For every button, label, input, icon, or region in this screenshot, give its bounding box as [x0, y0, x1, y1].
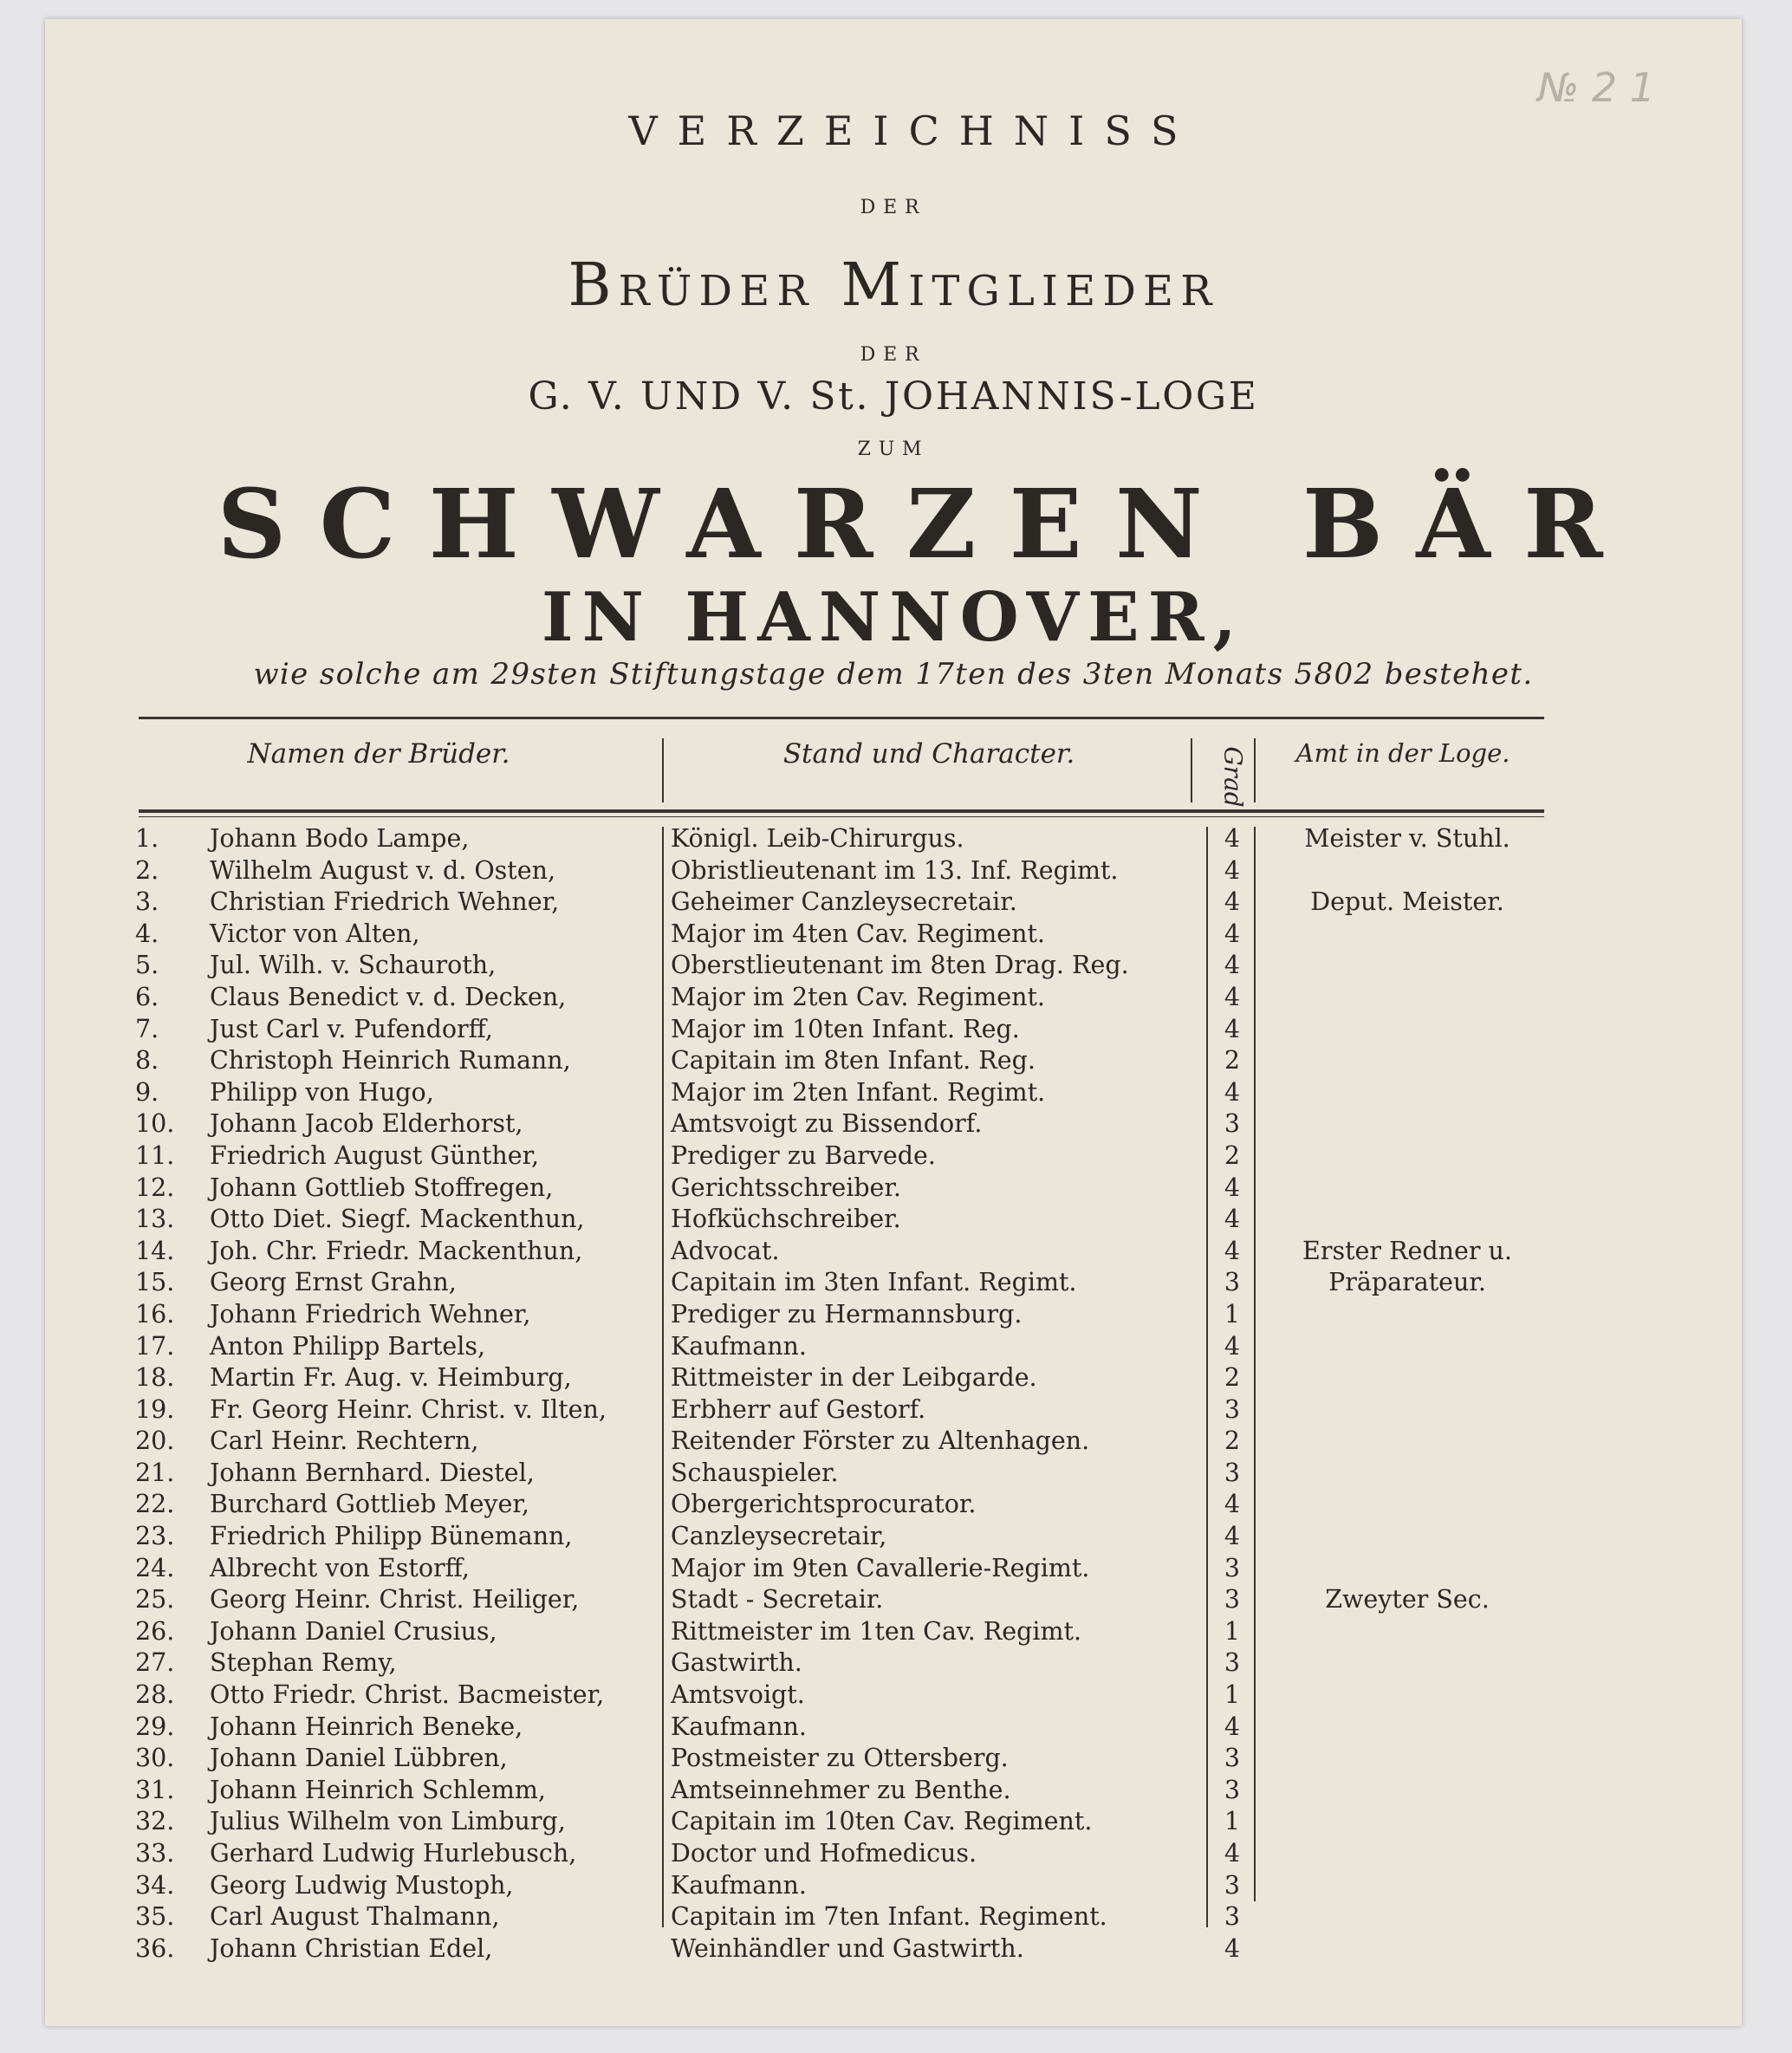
table-row: [45, 1140, 1742, 1173]
row-grad: 3: [1224, 1109, 1241, 1139]
column-header-stand: Stand und Character.: [782, 738, 1075, 770]
row-name: Claus Benedict v. d. Decken,: [210, 982, 567, 1011]
row-grad: 4: [1224, 1490, 1241, 1519]
row-name: Johann Friedrich Wehner,: [210, 1299, 531, 1329]
row-amt: Deput. Meister.: [1310, 887, 1504, 917]
pencil-note: № 2 1: [1537, 64, 1655, 111]
row-name: Albrecht von Estorff,: [210, 1553, 470, 1582]
table-row: [45, 1521, 1742, 1553]
row-grad: 2: [1224, 1363, 1241, 1393]
table-row: [45, 1616, 1742, 1648]
row-name: Carl Heinr. Rechtern,: [210, 1426, 479, 1456]
row-number: 31.: [135, 1775, 175, 1804]
row-stand: Doctor und Hofmedicus.: [671, 1839, 977, 1868]
row-stand: Prediger zu Hermannsburg.: [671, 1299, 1023, 1329]
row-grad: 4: [1224, 919, 1241, 948]
row-number: 18.: [135, 1363, 175, 1393]
table-row: [45, 1870, 1742, 1902]
row-number: 25.: [135, 1585, 175, 1614]
row-number: 3.: [135, 887, 159, 917]
row-amt: Zweyter Sec.: [1325, 1585, 1490, 1614]
table-row: [45, 1299, 1742, 1331]
heading-zum: ZUM: [857, 439, 930, 460]
row-grad: 4: [1224, 1236, 1241, 1265]
row-stand: Capitain im 8ten Infant. Reg.: [671, 1046, 1036, 1075]
row-name: Fr. Georg Heinr. Christ. v. Ilten,: [210, 1394, 607, 1424]
row-name: Philipp von Hugo,: [210, 1077, 434, 1107]
row-name: Victor von Alten,: [210, 919, 420, 948]
row-stand: Major im 2ten Cav. Regiment.: [671, 982, 1045, 1011]
row-name: Carl August Thalmann,: [210, 1902, 500, 1932]
row-grad: 3: [1224, 1268, 1241, 1297]
heading-subtitle: wie solche am 29sten Stiftungstage dem 17ten des 3ten Monats 5802 bestehet.: [253, 657, 1534, 692]
table-row: [45, 1647, 1742, 1679]
row-stand: Erbherr auf Gestorf.: [671, 1394, 926, 1424]
row-number: 16.: [135, 1299, 175, 1329]
row-stand: Oberstlieutenant im 8ten Drag. Reg.: [671, 951, 1129, 980]
row-number: 22.: [135, 1490, 175, 1519]
row-grad: 4: [1224, 1331, 1241, 1361]
row-grad: 4: [1224, 1014, 1241, 1043]
table-row: [45, 1458, 1742, 1490]
table-row: [45, 823, 1742, 855]
row-number: 10.: [135, 1109, 175, 1139]
row-name: Johann Christian Edel,: [210, 1933, 493, 1963]
row-stand: Obristlieutenant im 13. Inf. Regimt.: [671, 855, 1119, 885]
row-stand: Capitain im 3ten Infant. Regimt.: [671, 1268, 1077, 1297]
row-grad: 3: [1224, 1585, 1241, 1614]
row-grad: 4: [1224, 887, 1241, 917]
table-row: [45, 1426, 1742, 1458]
row-stand: Gastwirth.: [671, 1648, 802, 1678]
row-stand: Advocat.: [671, 1236, 780, 1265]
row-stand: Königl. Leib-Chirurgus.: [671, 824, 964, 853]
row-number: 5.: [135, 951, 159, 980]
table-row: [45, 1077, 1742, 1109]
table-row: [45, 1584, 1742, 1616]
row-stand: Major im 4ten Cav. Regiment.: [671, 919, 1045, 948]
row-stand: Rittmeister in der Leibgarde.: [671, 1363, 1037, 1393]
header-divider-2: [1191, 738, 1192, 802]
row-name: Johann Jacob Elderhorst,: [210, 1109, 523, 1139]
row-number: 24.: [135, 1553, 175, 1582]
table-row: [45, 1553, 1742, 1585]
row-number: 29.: [135, 1712, 175, 1741]
row-number: 2.: [135, 855, 159, 885]
row-number: 11.: [135, 1140, 175, 1170]
row-name: Christian Friedrich Wehner,: [210, 887, 560, 917]
row-grad: 4: [1224, 1712, 1241, 1741]
row-number: 27.: [135, 1648, 175, 1678]
row-number: 9.: [135, 1077, 159, 1107]
row-grad: 4: [1224, 1839, 1241, 1868]
row-name: Jul. Wilh. v. Schauroth,: [210, 951, 497, 980]
row-name: Johann Gottlieb Stoffregen,: [210, 1173, 554, 1202]
table-row: [45, 1394, 1742, 1426]
member-list: [45, 823, 1742, 1965]
row-number: 26.: [135, 1616, 175, 1646]
row-name: Christoph Heinrich Rumann,: [210, 1046, 571, 1075]
row-name: Georg Ludwig Mustoph,: [210, 1870, 514, 1900]
row-stand: Major im 2ten Infant. Regimt.: [671, 1077, 1046, 1107]
row-stand: Kaufmann.: [671, 1712, 807, 1741]
row-grad: 3: [1224, 1458, 1241, 1487]
row-grad: 3: [1224, 1870, 1241, 1900]
table-row: [45, 1045, 1742, 1077]
table-row: [45, 1679, 1742, 1712]
row-number: 1.: [135, 824, 159, 853]
row-name: Georg Ernst Grahn,: [210, 1268, 457, 1297]
heading-verzeichniss: VERZEICHNISS: [628, 107, 1198, 154]
table-row: [45, 1489, 1742, 1521]
row-name: Anton Philipp Bartels,: [210, 1331, 486, 1361]
row-stand: Postmeister zu Ottersberg.: [671, 1744, 1009, 1773]
row-name: Burchard Gottlieb Meyer,: [210, 1490, 529, 1519]
table-row: [45, 1901, 1742, 1933]
heading-brueder-mitglieder: Brüder Mitglieder: [568, 251, 1219, 320]
row-stand: Gerichtsschreiber.: [671, 1173, 901, 1202]
row-stand: Capitain im 7ten Infant. Regiment.: [671, 1902, 1107, 1932]
table-header-bottom-rule-thin: [139, 816, 1544, 817]
row-stand: Hofküchschreiber.: [671, 1205, 901, 1234]
row-number: 13.: [135, 1205, 175, 1234]
table-row: [45, 1743, 1742, 1775]
row-number: 36.: [135, 1933, 175, 1963]
row-grad: 1: [1224, 1680, 1241, 1710]
row-stand: Prediger zu Barvede.: [671, 1140, 936, 1170]
table-row: [45, 887, 1742, 919]
table-row: [45, 1014, 1742, 1046]
table-row: [45, 1204, 1742, 1236]
row-name: Johann Heinrich Schlemm,: [210, 1775, 546, 1804]
row-grad: 2: [1224, 1046, 1241, 1075]
row-name: Johann Bodo Lampe,: [210, 824, 470, 853]
row-number: 19.: [135, 1394, 175, 1424]
row-number: 21.: [135, 1458, 175, 1487]
table-row: [45, 1712, 1742, 1744]
table-row: [45, 1108, 1742, 1140]
row-grad: 3: [1224, 1648, 1241, 1678]
row-stand: Major im 10ten Infant. Reg.: [671, 1014, 1020, 1043]
row-number: 8.: [135, 1046, 159, 1075]
table-row: [45, 982, 1742, 1014]
row-stand: Capitain im 10ten Cav. Regiment.: [671, 1807, 1093, 1836]
heading-der-2: DER: [860, 344, 927, 366]
row-number: 20.: [135, 1426, 175, 1456]
row-grad: 4: [1224, 1077, 1241, 1107]
row-grad: 4: [1224, 982, 1241, 1011]
row-stand: Reitender Förster zu Altenhagen.: [671, 1426, 1090, 1456]
row-amt: Erster Redner u.: [1302, 1236, 1512, 1265]
column-header-amt: Amt in der Loge.: [1295, 738, 1510, 768]
row-name: Just Carl v. Pufendorff,: [210, 1014, 493, 1043]
heading-loge-line: G. V. UND V. St. JOHANNIS-LOGE: [528, 374, 1259, 419]
row-grad: 2: [1224, 1140, 1241, 1170]
row-number: 32.: [135, 1807, 175, 1836]
row-number: 23.: [135, 1522, 175, 1551]
row-stand: Weinhändler und Gastwirth.: [671, 1933, 1024, 1963]
row-grad: 4: [1224, 855, 1241, 885]
row-number: 4.: [135, 919, 159, 948]
row-stand: Rittmeister im 1ten Cav. Regimt.: [671, 1616, 1082, 1646]
document-sheet: [45, 19, 1742, 2026]
row-grad: 1: [1224, 1807, 1241, 1836]
row-grad: 3: [1224, 1553, 1241, 1582]
row-stand: Canzleysecretair,: [671, 1522, 887, 1551]
table-row: [45, 1267, 1742, 1299]
row-grad: 4: [1224, 1522, 1241, 1551]
row-stand: Amtsvoigt zu Bissendorf.: [671, 1109, 983, 1139]
table-row: [45, 1806, 1742, 1838]
row-number: 15.: [135, 1268, 175, 1297]
table-row: [45, 919, 1742, 951]
table-row: [45, 1173, 1742, 1205]
table-row: [45, 1838, 1742, 1870]
row-stand: Stadt - Secretair.: [671, 1585, 884, 1614]
row-name: Johann Daniel Crusius,: [210, 1616, 497, 1646]
row-grad: 1: [1224, 1299, 1241, 1329]
row-stand: Obergerichtsprocurator.: [671, 1490, 977, 1519]
row-number: 7.: [135, 1014, 159, 1043]
row-name: Otto Friedr. Christ. Bacmeister,: [210, 1680, 605, 1710]
header-divider-1: [662, 738, 664, 802]
row-number: 17.: [135, 1331, 175, 1361]
row-name: Johann Bernhard. Diestel,: [210, 1458, 535, 1487]
row-name: Wilhelm August v. d. Osten,: [210, 855, 556, 885]
row-number: 35.: [135, 1902, 175, 1932]
row-grad: 3: [1224, 1394, 1241, 1424]
row-name: Otto Diet. Siegf. Mackenthun,: [210, 1205, 585, 1234]
heading-der-1: DER: [860, 197, 927, 218]
table-row: [45, 1331, 1742, 1363]
table-row: [45, 950, 1742, 982]
row-grad: 1: [1224, 1616, 1241, 1646]
table-row: [45, 1775, 1742, 1807]
row-name: Friedrich Philipp Bünemann,: [210, 1522, 573, 1551]
row-stand: Major im 9ten Cavallerie-Regimt.: [671, 1553, 1090, 1582]
row-grad: 2: [1224, 1426, 1241, 1456]
row-grad: 4: [1224, 1173, 1241, 1202]
row-name: Joh. Chr. Friedr. Mackenthun,: [210, 1236, 583, 1265]
row-stand: Amtseinnehmer zu Benthe.: [671, 1775, 1011, 1804]
row-stand: Kaufmann.: [671, 1870, 807, 1900]
row-name: Martin Fr. Aug. v. Heimburg,: [210, 1363, 572, 1393]
table-top-rule: [139, 717, 1544, 719]
row-name: Johann Heinrich Beneke,: [210, 1712, 523, 1741]
row-number: 33.: [135, 1839, 175, 1868]
row-number: 28.: [135, 1680, 175, 1710]
row-stand: Kaufmann.: [671, 1331, 807, 1361]
row-grad: 4: [1224, 1933, 1241, 1963]
row-number: 14.: [135, 1236, 175, 1265]
row-grad: 4: [1224, 824, 1241, 853]
row-name: Johann Daniel Lübbren,: [210, 1744, 508, 1773]
row-grad: 3: [1224, 1902, 1241, 1932]
row-stand: Amtsvoigt.: [671, 1680, 805, 1710]
row-stand: Schauspieler.: [671, 1458, 839, 1487]
table-header-bottom-rule: [139, 809, 1544, 813]
row-number: 6.: [135, 982, 159, 1011]
row-number: 30.: [135, 1744, 175, 1773]
row-amt: Präparateur.: [1328, 1268, 1486, 1297]
row-name: Stephan Remy,: [210, 1648, 397, 1678]
row-grad: 4: [1224, 951, 1241, 980]
table-row: [45, 1362, 1742, 1394]
row-grad: 3: [1224, 1775, 1241, 1804]
row-name: Julius Wilhelm von Limburg,: [210, 1807, 566, 1836]
table-row: [45, 1933, 1742, 1965]
row-grad: 4: [1224, 1205, 1241, 1234]
row-number: 34.: [135, 1870, 175, 1900]
row-stand: Geheimer Canzleysecretair.: [671, 887, 1017, 917]
column-header-namen: Namen der Brüder.: [247, 738, 510, 770]
heading-schwarzen-baer: SCHWARZEN BÄR: [217, 468, 1637, 580]
row-name: Georg Heinr. Christ. Heiliger,: [210, 1585, 580, 1614]
row-grad: 3: [1224, 1744, 1241, 1773]
heading-in-hannover: IN HANNOVER,: [542, 578, 1245, 657]
row-number: 12.: [135, 1173, 175, 1202]
row-amt: Meister v. Stuhl.: [1304, 824, 1510, 853]
row-name: Gerhard Ludwig Hurlebusch,: [210, 1839, 577, 1868]
column-header-grad: Grad: [1218, 746, 1248, 808]
table-row: [45, 855, 1742, 887]
header-divider-3: [1254, 738, 1256, 802]
row-name: Friedrich August Günther,: [210, 1140, 540, 1170]
table-row: [45, 1236, 1742, 1268]
